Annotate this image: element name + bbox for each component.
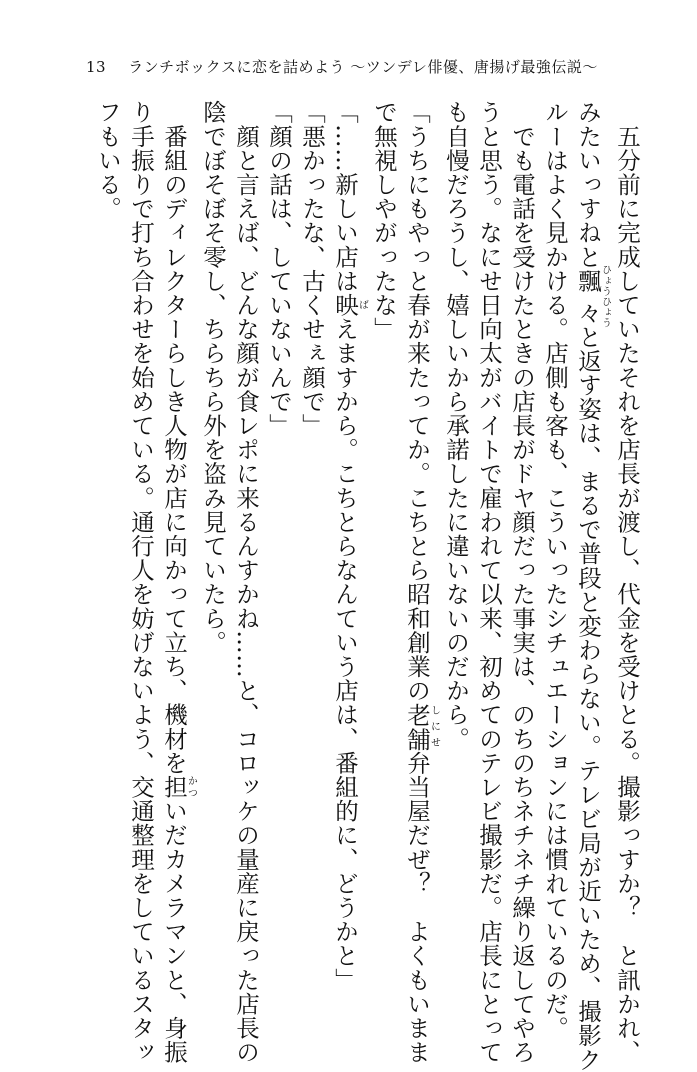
text-line: 「顔の話は、していないんで」: [265, 100, 293, 438]
text-line: でも電話を受けたときの店長がドヤ顔だった事実は、のちのちネチネチ繰り返してやろ: [508, 100, 536, 1064]
vertical-body-text: [91, 100, 643, 1072]
text-line: 「悪かったな、古くせぇ顔で」: [298, 100, 326, 438]
text-line: も自慢だろうし、嬉しいから承諾したに違いないのだから。: [442, 100, 470, 751]
text-line: ルーはよく見かける。店側も客も、こういったシチュエーションには慣れているのだ。: [541, 100, 569, 1040]
ruby-hyouhyou: 飄々ひょうひょう: [574, 264, 611, 329]
text-line-with-ruby: 「うちにもやっと春が来たってか。こちとら昭和創業の老舗しにせ弁当屋だぜ？ よくもいまま: [403, 100, 440, 1065]
running-header: [86, 56, 677, 77]
text-line-with-ruby: みたいっすねと飄々ひょうひょうと返す姿は、まるで普段と変わらない。テレビ局が近いため、撮影ク: [574, 100, 611, 1072]
text-line-with-ruby: 番組のディレクターらしき人物が店に向かって立ち、機材を担かついだカメラマンと、身振: [160, 100, 197, 1065]
text-line-with-ruby: 「……新しい店は映ばえますから。こちとらなんていう店は、番組的に、どうかと」: [331, 100, 368, 992]
ruby-shinise: 老舗しにせ: [403, 702, 440, 751]
page-number: 13: [86, 58, 107, 76]
text-line: 陰でぼそぼそ零し、ちらちら外を盗み見ていたら。: [199, 100, 227, 655]
running-title: ランチボックスに恋を詰めよう 〜ツンデレ俳優、唐揚げ最強伝説〜: [128, 58, 598, 76]
text-line: フもいる。: [94, 100, 122, 221]
ruby-katsu: 担かつ: [160, 774, 197, 799]
text-line: り手振りで打ち合わせを始めている。通行人を妨げないよう、交通整理をしているスタッ: [127, 100, 155, 1064]
text-line: うと思う。なにせ日向太がバイトで雇われて以来、初めてのテレビ撮影だ。店長にとって: [475, 100, 503, 1064]
text-line: 顔と言えば、どんな顔が食レポに来るんすかね……と、コロッケの量産に戻った店長の: [232, 100, 260, 1064]
text-line: 五分前に完成していたそれを店長が渡し、代金を受けとる。撮影っすか？ と訊かれ、: [613, 100, 641, 1064]
text-line: で無視しやがったな」: [370, 100, 398, 341]
ruby-ba: 映ば: [331, 292, 368, 317]
